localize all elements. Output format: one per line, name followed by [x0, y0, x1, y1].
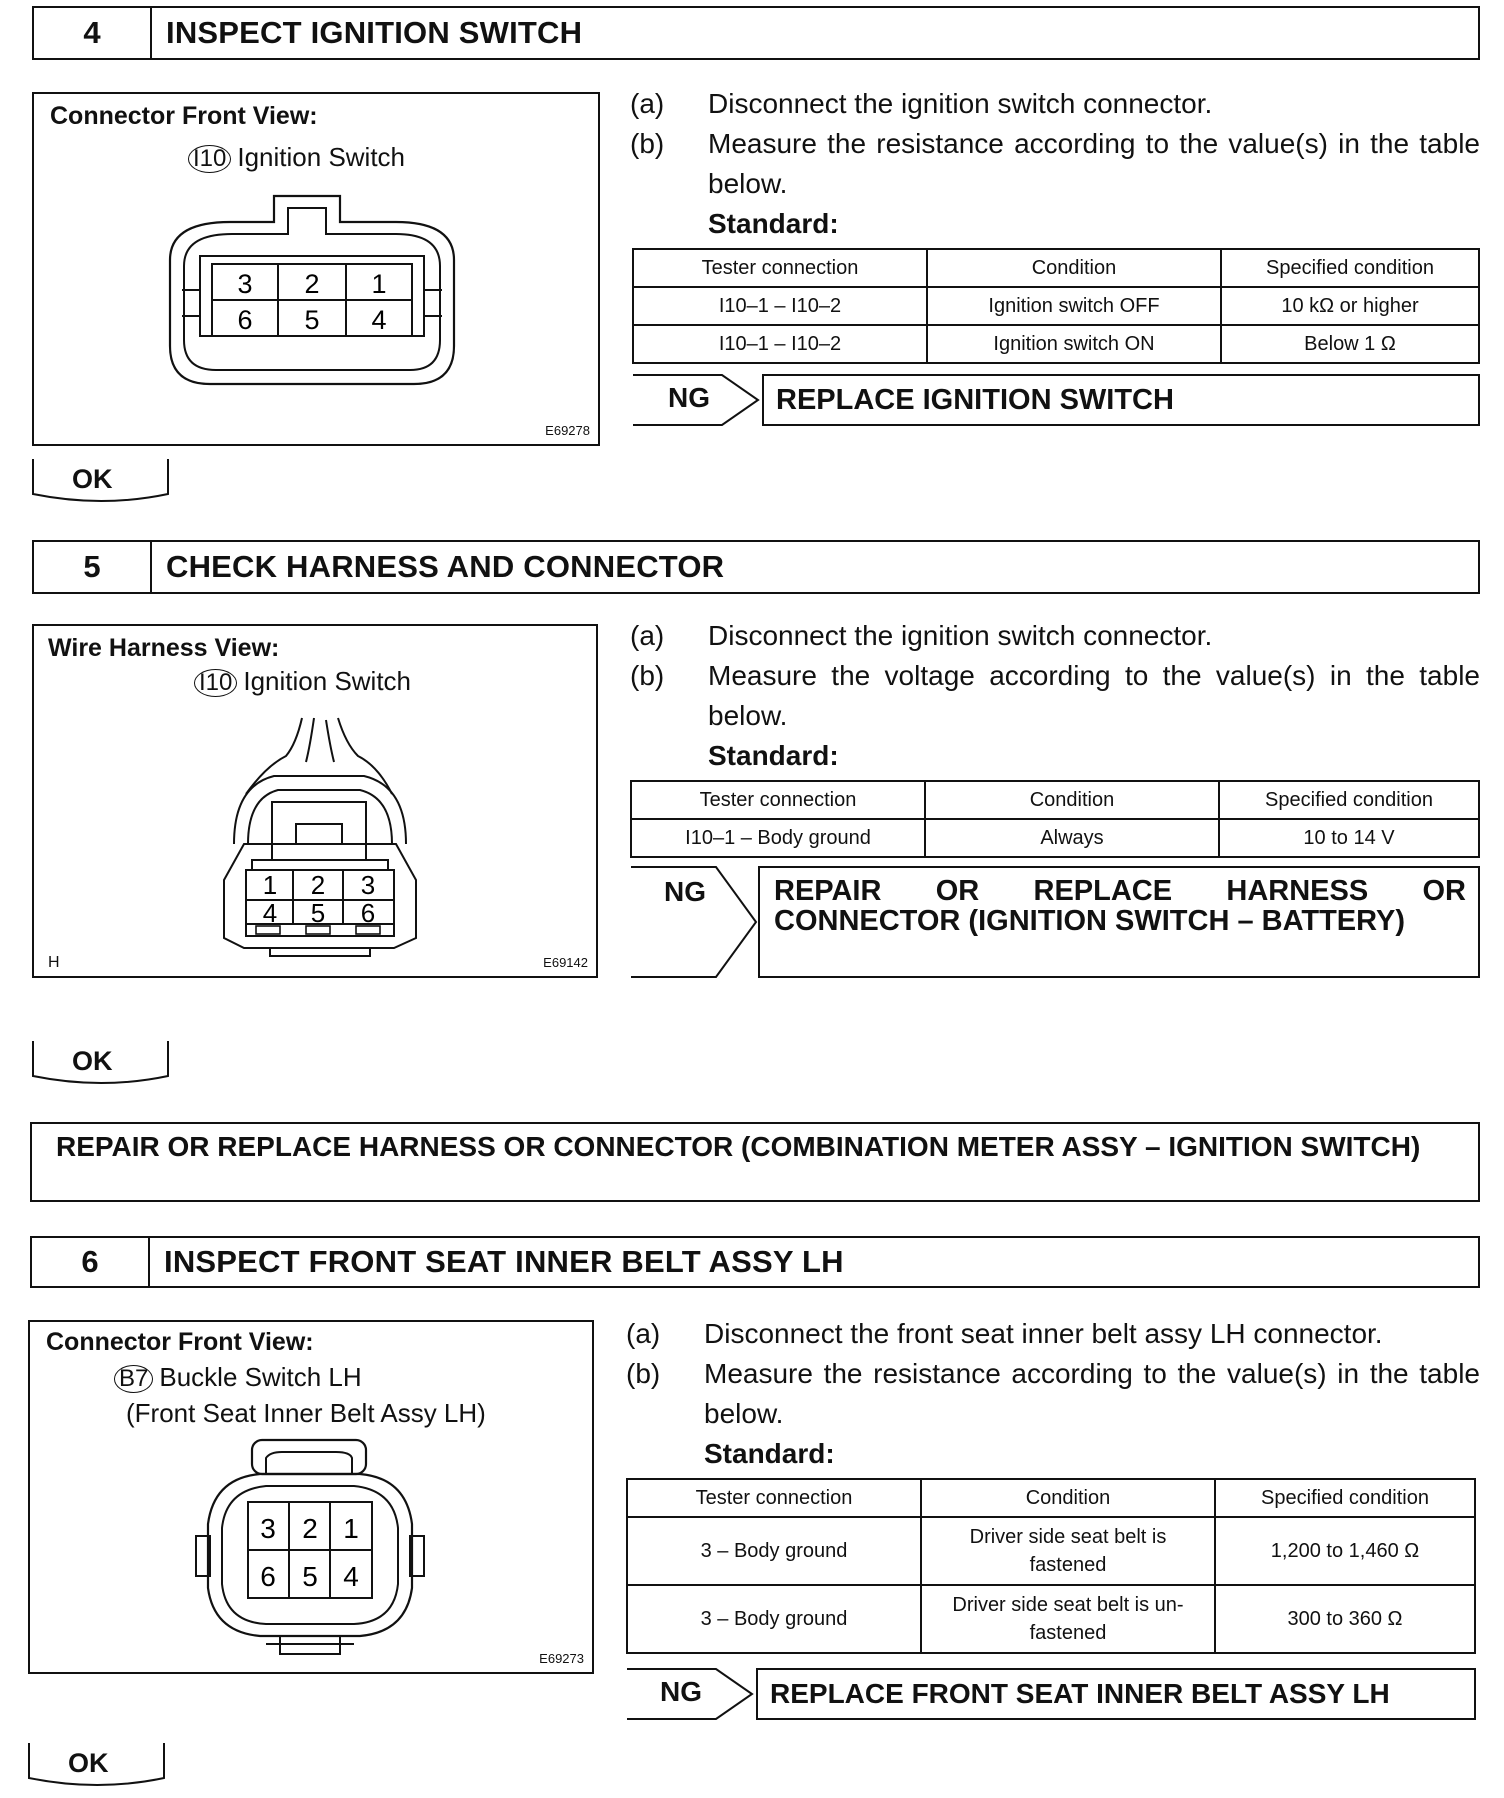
step-4-instructions	[630, 84, 1480, 244]
instruction-text: Measure the resistance according to the value(s) in the table below.	[708, 128, 1480, 199]
pin-label: 2	[310, 870, 326, 900]
ng-result-line: REPAIR OR REPLACE HARNESS OR	[774, 875, 1466, 907]
ok-label: OK	[72, 1046, 113, 1076]
pin-label: 5	[304, 305, 320, 335]
figure-code: E69278	[545, 423, 590, 438]
pin-label: 6	[260, 1561, 276, 1592]
buckle-switch-connector-diagram	[30, 1322, 596, 1676]
pin-label: 5	[310, 898, 326, 928]
ng-result-box: REPLACE FRONT SEAT INNER BELT ASSY LH	[756, 1668, 1476, 1720]
table-cell: 10 to 14 V	[1219, 819, 1479, 857]
table-cell: Ignition switch OFF	[927, 287, 1221, 325]
figure-code: E69273	[539, 1651, 584, 1666]
table-header: Condition	[925, 781, 1219, 819]
step-4-header	[32, 6, 1480, 60]
pin-label: 1	[371, 269, 387, 299]
table-cell: 1,200 to 1,460 Ω	[1215, 1517, 1475, 1585]
ignition-switch-connector-diagram	[34, 94, 602, 448]
table-cell: 300 to 360 Ω	[1215, 1585, 1475, 1653]
table-header: Condition	[927, 249, 1221, 287]
pin-label: 3	[260, 1513, 276, 1544]
ok-label: OK	[68, 1748, 109, 1778]
step-6-title: INSPECT FRONT SEAT INNER BELT ASSY LH	[164, 1244, 844, 1279]
figure-heading: Wire Harness View:	[48, 634, 280, 662]
step-4-title: INSPECT IGNITION SWITCH	[166, 15, 583, 50]
connector-id: B7	[114, 1365, 153, 1393]
table-cell: Driver side seat belt is fastened	[921, 1517, 1215, 1585]
table-header: Tester connection	[627, 1479, 921, 1517]
table-row	[627, 1585, 1475, 1653]
step-5-number: 5	[34, 542, 152, 592]
ok-label: OK	[72, 464, 113, 494]
figure-heading: Connector Front View:	[50, 102, 318, 130]
pin-label: 6	[360, 898, 376, 928]
table-cell: Always	[925, 819, 1219, 857]
table-header: Tester connection	[633, 249, 927, 287]
repair-result-box: REPAIR OR REPLACE HARNESS OR CONNECTOR (COMBINATION METER ASSY – IGNITION SWITCH)	[30, 1122, 1480, 1202]
pin-label: 4	[262, 898, 278, 928]
instruction-label: (b)	[630, 128, 665, 159]
figure-code: E69142	[543, 955, 588, 970]
figure-mark: H	[48, 954, 60, 971]
pin-label: 1	[262, 870, 278, 900]
pin-label: 1	[343, 1513, 359, 1544]
standard-label: Standard:	[704, 1438, 835, 1469]
connector-id: I10	[194, 669, 237, 697]
instruction-b	[630, 656, 1480, 736]
table-cell: Driver side seat belt is un-fastened	[921, 1585, 1215, 1653]
step-6-instructions	[626, 1314, 1480, 1474]
pin-label: 4	[371, 305, 387, 335]
pin-label: 3	[360, 870, 376, 900]
step-5-header	[32, 540, 1480, 594]
ng-result-line: CONNECTOR (IGNITION SWITCH – BATTERY)	[774, 905, 1406, 937]
table-cell: Ignition switch ON	[927, 325, 1221, 363]
connector-id: I10	[188, 145, 231, 173]
pin-label: 3	[237, 269, 253, 299]
wire-harness-connector-diagram	[34, 626, 600, 980]
instruction-label: (a)	[626, 1318, 661, 1349]
connector-name: Ignition Switch	[237, 142, 406, 172]
connector-sub-label: (Front Seat Inner Belt Assy LH)	[126, 1398, 486, 1428]
instruction-b	[626, 1354, 1480, 1434]
table-cell: Below 1 Ω	[1221, 325, 1479, 363]
instruction-label: (b)	[630, 660, 665, 691]
table-cell: 3 – Body ground	[627, 1585, 921, 1653]
table-header: Tester connection	[631, 781, 925, 819]
step-6-figure	[28, 1320, 594, 1674]
table-cell: I10–1 – I10–2	[633, 325, 927, 363]
figure-heading: Connector Front View:	[46, 1328, 314, 1356]
ng-label: NG	[660, 1676, 702, 1707]
standard-label: Standard:	[708, 740, 839, 771]
ng-label: NG	[664, 876, 706, 907]
table-row	[627, 1517, 1475, 1585]
step-5-figure	[32, 624, 598, 978]
instruction-text: Measure the resistance according to the value(s) in the table below.	[704, 1358, 1480, 1429]
step-4-number: 4	[34, 8, 152, 58]
step-5-instructions	[630, 616, 1480, 776]
table-row	[633, 287, 1479, 325]
table-header: Specified condition	[1221, 249, 1479, 287]
ng-result-box: REPLACE IGNITION SWITCH	[762, 374, 1480, 426]
table-cell: 10 kΩ or higher	[1221, 287, 1479, 325]
ng-label: NG	[668, 382, 710, 413]
pin-label: 2	[304, 269, 320, 299]
connector-name: Buckle Switch LH	[159, 1362, 362, 1392]
table-cell: I10–1 – I10–2	[633, 287, 927, 325]
step-4-figure	[32, 92, 600, 446]
step-4-spec-table	[632, 248, 1480, 364]
step-6-header	[30, 1236, 1480, 1288]
table-header: Specified condition	[1215, 1479, 1475, 1517]
instruction-text: Disconnect the ignition switch connector.	[708, 88, 1213, 119]
pin-label: 6	[237, 305, 253, 335]
table-header: Specified condition	[1219, 781, 1479, 819]
step-6-number: 6	[32, 1238, 150, 1286]
table-cell: I10–1 – Body ground	[631, 819, 925, 857]
instruction-text: Disconnect the ignition switch connector.	[708, 620, 1213, 651]
pin-label: 4	[343, 1561, 359, 1592]
table-row	[631, 819, 1479, 857]
instruction-a	[630, 616, 1480, 656]
instruction-label: (b)	[626, 1358, 661, 1389]
instruction-b	[630, 124, 1480, 204]
instruction-text: Measure the voltage according to the value(s) in the table below.	[708, 660, 1480, 731]
connector-name: Ignition Switch	[243, 666, 412, 696]
instruction-label: (a)	[630, 620, 665, 651]
table-row	[633, 325, 1479, 363]
instruction-a	[630, 84, 1480, 124]
standard-label: Standard:	[708, 208, 839, 239]
instruction-text: Disconnect the front seat inner belt assy LH connector.	[704, 1318, 1383, 1349]
table-cell: 3 – Body ground	[627, 1517, 921, 1585]
pin-label: 5	[302, 1561, 318, 1592]
instruction-label: (a)	[630, 88, 665, 119]
step-6-spec-table	[626, 1478, 1476, 1654]
step-5-spec-table	[630, 780, 1480, 858]
instruction-a	[626, 1314, 1480, 1354]
step-5-title: CHECK HARNESS AND CONNECTOR	[166, 549, 725, 584]
ng-result-box	[758, 866, 1480, 978]
pin-label: 2	[302, 1513, 318, 1544]
table-header: Condition	[921, 1479, 1215, 1517]
